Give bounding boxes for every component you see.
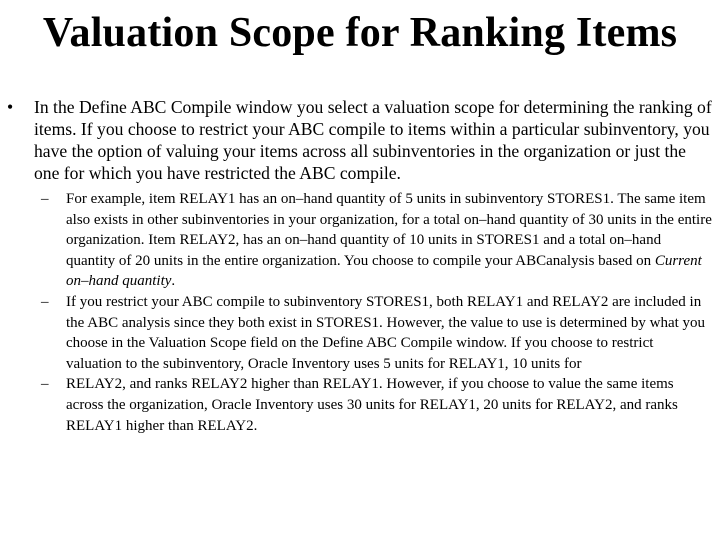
sub-bullet-list (7, 189, 712, 436)
sub-bullet-text-end: . (171, 273, 176, 290)
sub-bullet-marker: – (41, 293, 49, 310)
bullet-marker: • (7, 97, 14, 117)
bullet-item (7, 96, 712, 184)
slide-title: Valuation Scope for Ranking Items (42, 10, 678, 56)
sub-bullet-item (7, 292, 712, 374)
sub-bullet-text: RELAY2, and ranks RELAY2 higher than RELAY1. However, if you choose to value the same items across the organization, Oracle Inventory uses 30 units for RELAY1, 20 units for RELAY2, and ranks RELAY1 higher than RELAY2. (66, 376, 678, 434)
sub-bullet-italic-text: Current on–hand quantity (66, 252, 702, 290)
bullet-text: In the Define ABC Compile window you select a valuation scope for determining the ranking of items. If you choose to restrict your ABC compile to items within a particular subinventory, you have the option of valuing your items across all subinventories in the organization or just the one for which you have restricted the ABC compile. (34, 97, 712, 183)
sub-bullet-text: For example, item RELAY1 has an on–hand quantity of 5 units in subinventory STORES1. The same item also exists in other subinventories in your organization, for a total on–hand quantity of 30 units in the entire organization. Item RELAY2, has an on–hand quantity of 10 units in STORES1 and a total on–hand quantity of 20 units in the entire organization. You choose to compile your ABCanalysis based on (66, 191, 712, 269)
sub-bullet-item (7, 374, 712, 436)
sub-bullet-marker: – (41, 376, 49, 393)
sub-bullet-text: If you restrict your ABC compile to subinventory STORES1, both RELAY1 and RELAY2 are included in the ABC analysis since they both exist in STORES1. However, the value to use is determined by what you choose in the Valuation Scope field on the Define ABC Compile window. If you choose to restrict valuation to the subinventory, Oracle Inventory uses 5 units for RELAY1, 10 units for (66, 293, 706, 372)
sub-bullet-item (7, 189, 712, 292)
sub-bullet-marker: – (41, 191, 49, 207)
bullet-list (7, 96, 712, 436)
